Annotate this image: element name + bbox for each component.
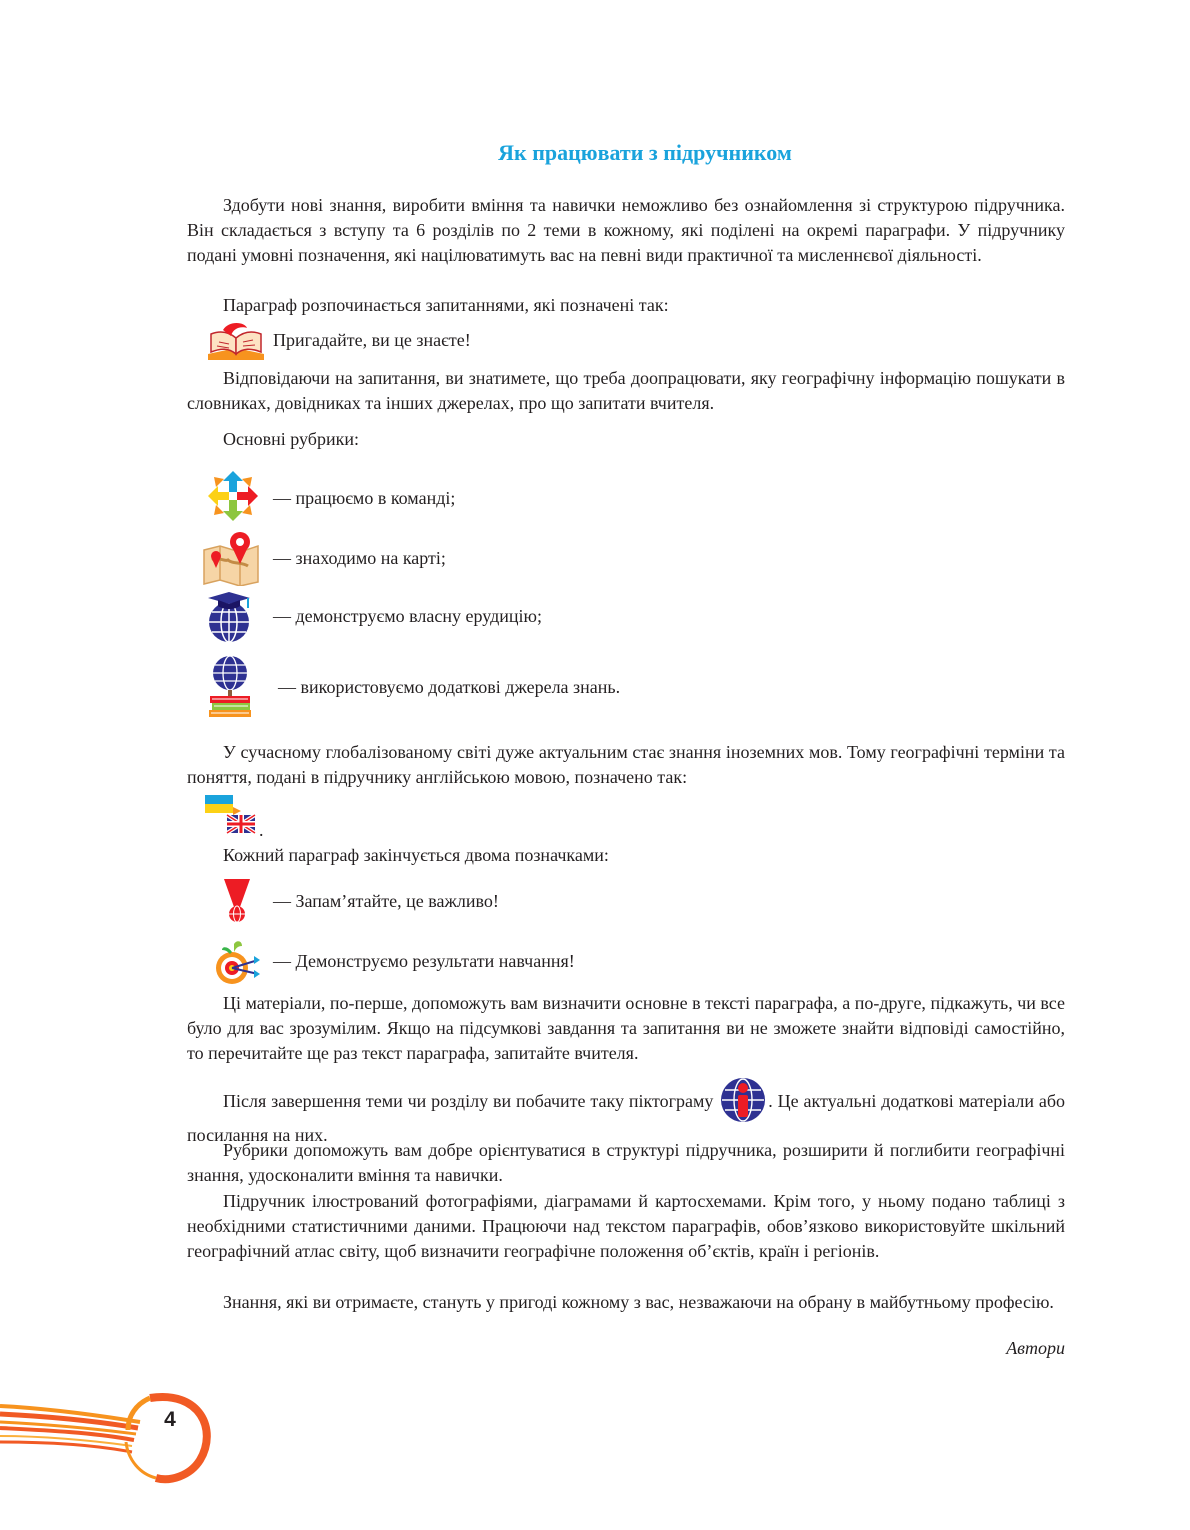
starts-with-text: Параграф розпочинається запитаннями, які позначені так: (223, 295, 669, 315)
open-book-icon (205, 320, 267, 362)
results-label: — Демонструємо результати навчання! (273, 951, 575, 971)
info-globe-icon (720, 1077, 766, 1123)
page-corner-swoosh (0, 1370, 230, 1490)
map-pin-icon (202, 530, 260, 586)
authors-signature: Автори (1006, 1338, 1065, 1358)
pictogram-text-before: Після завершення теми чи розділу ви побачите таку піктограму (223, 1091, 714, 1111)
rubric-team-label: — працюємо в команді; (273, 488, 456, 508)
rubric-erudition-label: — демонструємо власну ерудицію; (273, 606, 542, 626)
remember-label: Пригадайте, ви це знаєте! (273, 330, 471, 350)
graduation-globe-icon (204, 590, 254, 644)
rubric-map-label: — знаходимо на карті; (273, 548, 446, 568)
languages-paragraph (187, 740, 1065, 790)
materials-text: Ці матеріали, по-перше, допоможуть вам визначити основне в тексті параграфа, а по-друге, підкажуть, чи все було для вас зрозумілим. Якщо на підсумкові завдання та запитання ви не зможете знайти відповіді самостійно, то перечитайте ще раз текст параграфа, запитайте вчителя. (187, 993, 1065, 1063)
knowledge-text: Знання, які ви отримаєте, стануть у пригоді кожному з вас, незважаючи на обрану в майбутньому професію. (223, 1292, 1054, 1312)
globe-books-icon (206, 653, 254, 719)
page-number: 4 (164, 1408, 176, 1431)
answering-paragraph (187, 366, 1065, 416)
main-rubrics-label: Основні рубрики: (223, 429, 359, 449)
flags-dot: . (259, 820, 264, 840)
illustrated-paragraph (187, 1189, 1065, 1264)
rubrics-help-paragraph (187, 1138, 1065, 1188)
ends-with-text: Кожний параграф закінчується двома позначками: (223, 845, 609, 865)
rubrics-help-text: Рубрики допоможуть вам добре орієнтуватися в структурі підручника, розширити й поглибити географічні знання, удосконалити вміння та навички. (187, 1140, 1065, 1185)
starts-with-paragraph (187, 293, 1065, 318)
target-arrows-icon (214, 938, 262, 986)
pictogram-text-after: . Це актуальні додаткові матеріали або посилання на них. (187, 1091, 1066, 1145)
remember-important-label: — Запам’ятайте, це важливо! (273, 891, 499, 911)
rubric-sources-label: — використовуємо додаткові джерела знань. (278, 677, 621, 697)
illustrated-text: Підручник ілюстрований фотографіями, діаграмами й картосхемами. Крім того, у ньому подано таблиці з необхідними статистичними даними. Працюючи над текстом параграфів, обов’язково використовуйте шкільний географічний атлас світу, щоб визначити географічне положення об’єктів, країн і регіонів. (187, 1191, 1065, 1261)
team-arrows-icon (206, 469, 260, 523)
intro-text: Здобути нові знання, виробити вміння та навички неможливо без ознайомлення зі структурою підручника. Він складається з вступу та 6 розділів по 2 теми в кожному, які поділені на окремі параграфи. У підручнику подані умовні позначення, які націлюватимуть вас на певні види практичної та мисленнєвої діяльності. (187, 195, 1065, 265)
answering-text: Відповідаючи на запитання, ви знатимете, що треба доопрацювати, яку географічну інформацію пошукати в словниках, довідниках та інших джерелах, про що запитати вчителя. (187, 368, 1065, 413)
page-title: Як працювати з підручником (498, 140, 792, 165)
exclamation-globe-icon (222, 877, 252, 923)
knowledge-paragraph (187, 1290, 1065, 1315)
ukraine-uk-flags-icon (205, 795, 257, 837)
materials-paragraph (187, 991, 1065, 1066)
intro-paragraph (187, 193, 1065, 268)
languages-text: У сучасному глобалізованому світі дуже актуальним стає знання іноземних мов. Тому географічні терміни та поняття, подані в підручнику англійською мовою, позначено так: (187, 742, 1065, 787)
